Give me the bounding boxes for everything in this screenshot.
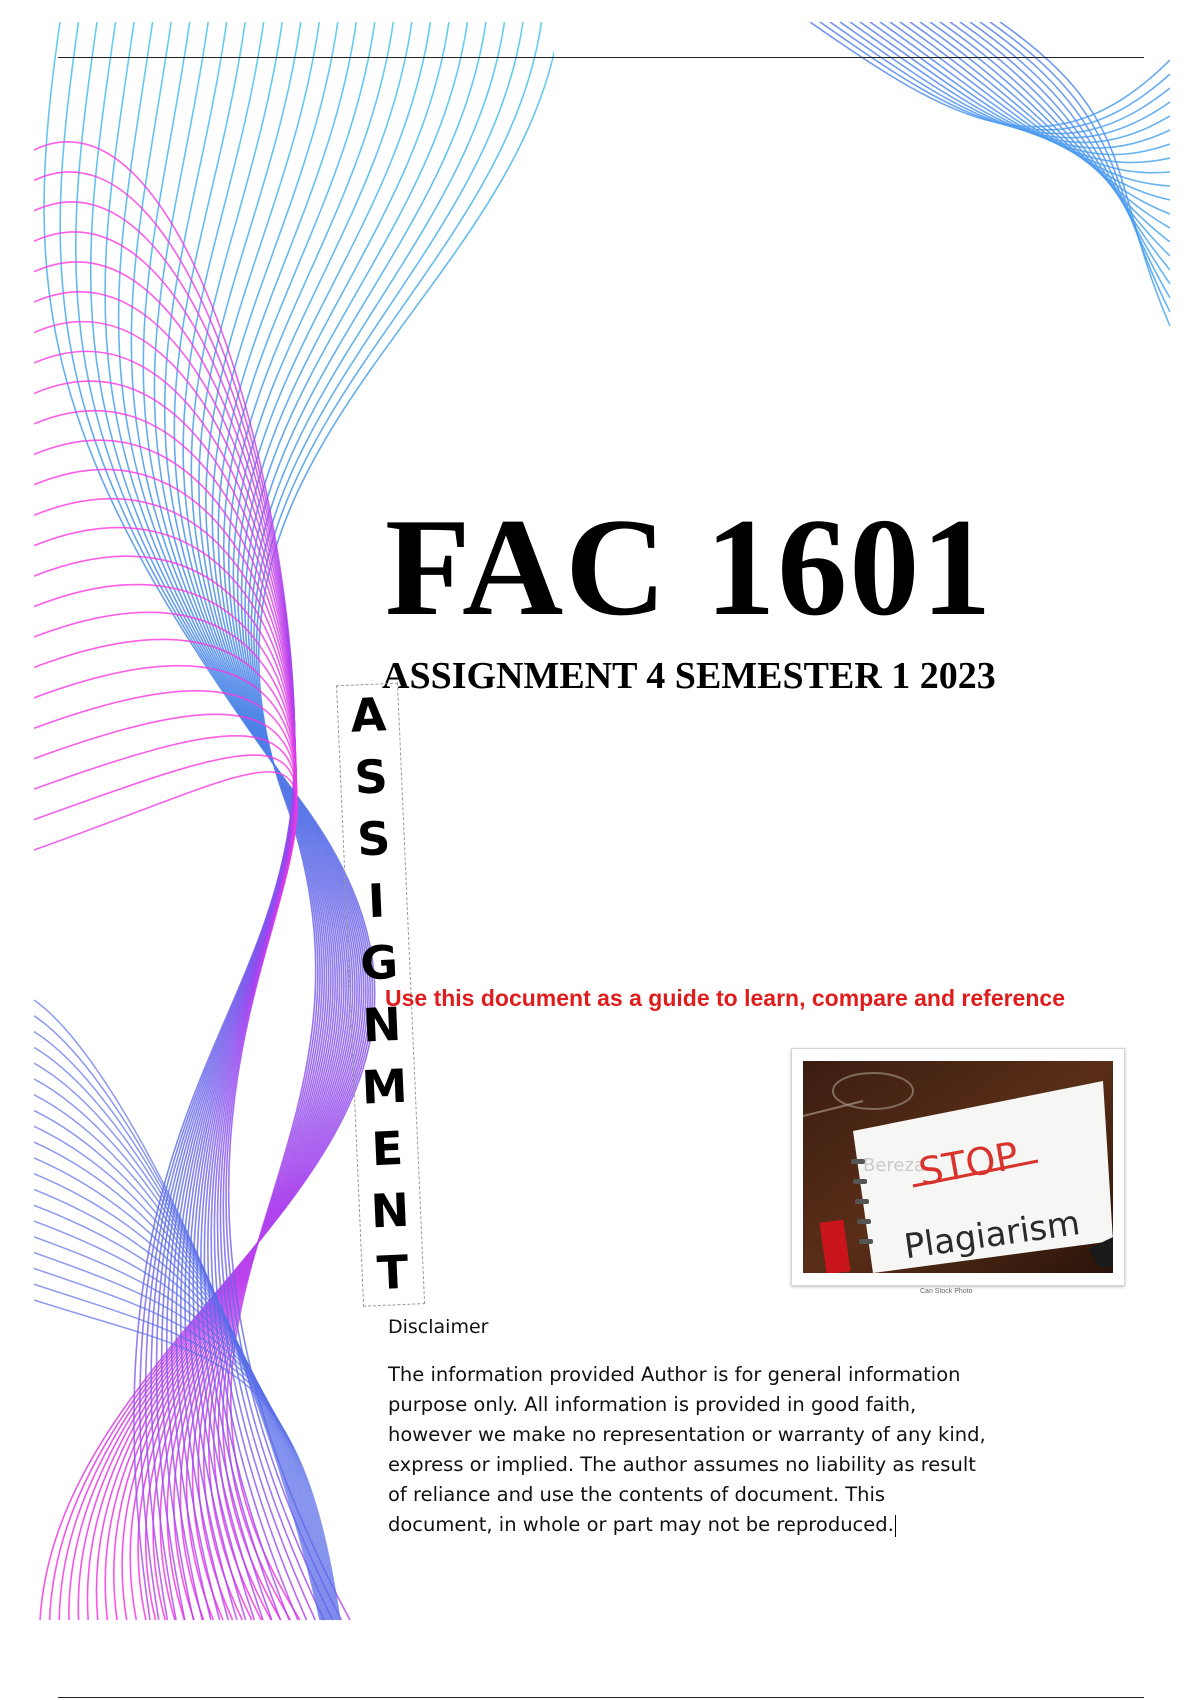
- image-watermark-text: Bereza: [863, 1155, 925, 1176]
- text-cursor: [895, 1515, 897, 1537]
- bottom-rule: [58, 1697, 1144, 1698]
- assignment-subtitle: ASSIGNMENT 4 SEMESTER 1 2023: [382, 655, 996, 697]
- wave-line: [34, 232, 295, 1620]
- image-caption: Can Stock Photo: [920, 1288, 973, 1295]
- vertical-letter: M: [360, 1058, 409, 1115]
- disclaimer-body: [388, 1360, 988, 1540]
- wave-line: [50, 22, 373, 1620]
- wave-line: [880, 22, 1170, 163]
- image-stop-text: STOP: [915, 1133, 1022, 1195]
- wave-line: [910, 22, 1170, 200]
- image-plagiarism-text: Plagiarism: [901, 1203, 1083, 1268]
- vertical-letter: T: [375, 1244, 410, 1301]
- disclaimer-title: Disclaimer: [388, 1316, 489, 1338]
- course-code-title: FAC 1601: [385, 490, 994, 645]
- wave-line: [850, 22, 1170, 142]
- vertical-letter: N: [369, 1182, 411, 1239]
- vertical-letter: S: [353, 749, 389, 805]
- stop-plagiarism-image: [791, 1048, 1125, 1286]
- wave-line: [870, 22, 1170, 155]
- wave-line: [1000, 22, 1170, 326]
- guide-note: Use this document as a guide to learn, compare and reference: [385, 985, 1065, 1011]
- vertical-letter: I: [366, 873, 387, 929]
- vertical-letter: A: [349, 687, 388, 743]
- disclaimer-text: The information provided Author is for general information purpose only. All information is provided in good faith, however we make no representation or warranty of any kind, express or implied. The author assumes no liability as result of reliance and use the contents of document. This document, in whole or part may not be reproduced.: [388, 1363, 986, 1536]
- vertical-letter: G: [359, 934, 400, 991]
- vertical-letter: E: [370, 1120, 405, 1177]
- vertical-letter: S: [356, 811, 392, 867]
- top-rule: [58, 57, 1144, 58]
- vertical-letter: N: [361, 996, 403, 1053]
- wave-line: [980, 22, 1170, 298]
